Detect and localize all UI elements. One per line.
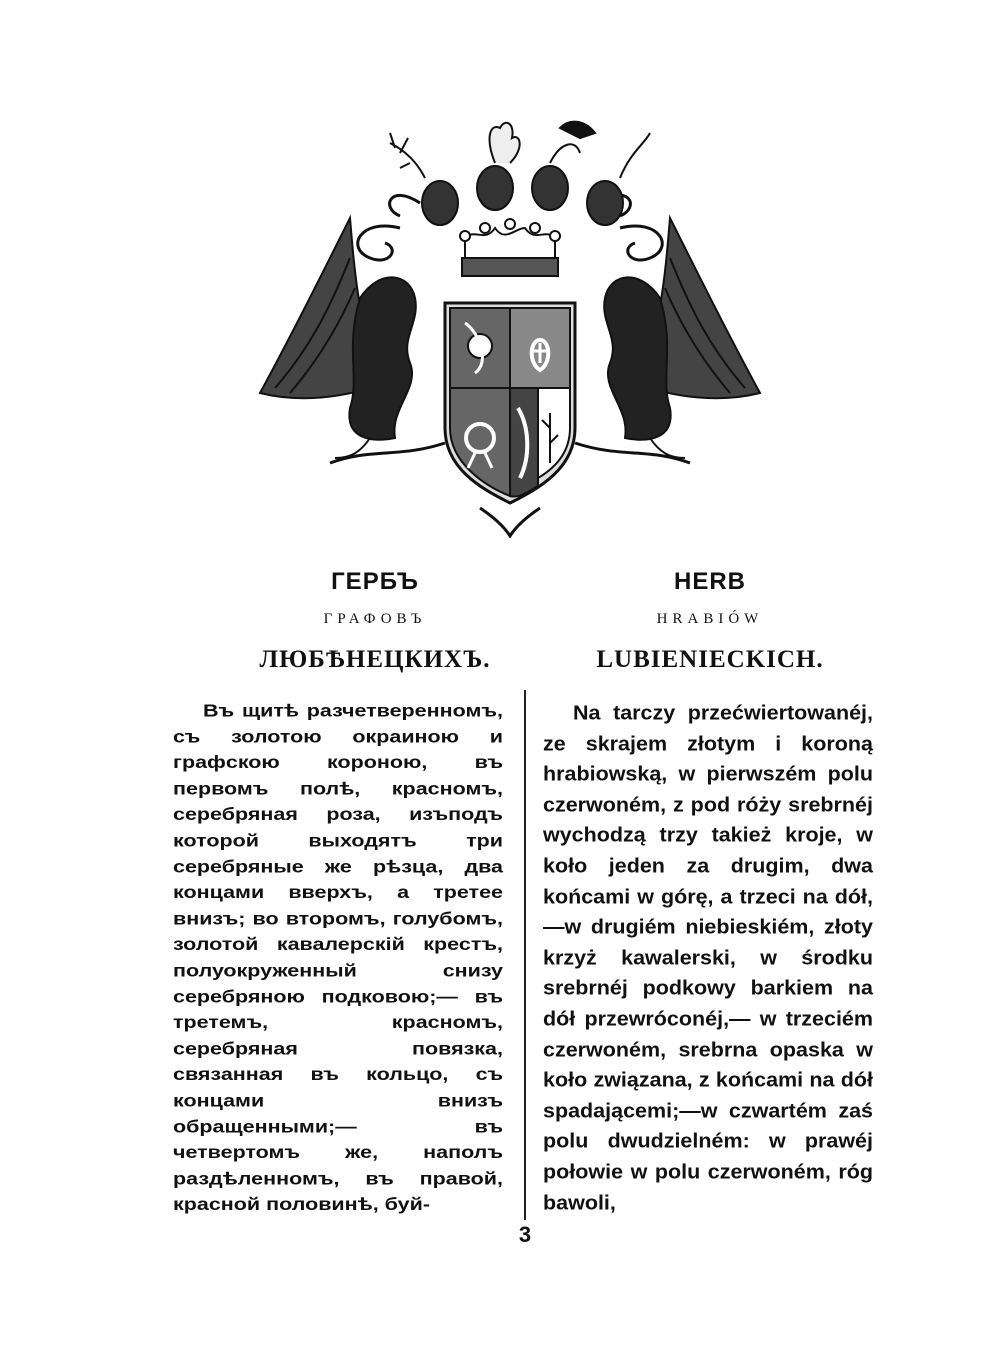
- left-column-text: [173, 698, 503, 1218]
- right-family-name: LUBIENIECKICH.: [596, 646, 824, 673]
- left-family-name: ЛЮБѢНЕЦКИХЪ.: [259, 646, 491, 673]
- right-paragraph: Na tarczy przećwiertowanéj, ze skrajem złotym i koroną hrabiowską, w pierwszém polu czerwoném, z pod róży srebrnéj wychodzą trzy takież kroje, w koło jeden za drugim, dwa końcami w górę, a trzeci na dół,—w drugiém niebieskiém, złoty krzyż kawalerski, w środku srebrnéj podkowy barkiem na dół przewróconéj,— w trzeciém czerwoném, srebrna opaska w koło związana, z końcami na dół spadającemi;—w czwartém zaś polu dwudzielném: w prawéj połowie w polu czerwoném, róg bawoli,: [543, 701, 873, 1214]
- right-subtitle: HRABIÓW: [656, 611, 764, 627]
- left-paragraph: Въ щитѣ разчетверенномъ, съ золотою окраиною и графскою короною, въ первомъ полѣ, красномъ, серебряная роза, изъподъ которой выходятъ три серебряные же рѣзца, два концами вверхъ, а третее внизъ; во второмъ, голубомъ, золотой кавалерскій крестъ, полуокруженный снизу серебряною подковою;— въ третемъ, красномъ, серебряная повязка, связанная въ кольцо, съ концами внизъ обращенными;— въ четвертомъ же, наполъ раздѣленномъ, въ правой, красной половинѣ, буй-: [173, 701, 503, 1215]
- left-title: ГЕРБЪ: [331, 568, 419, 595]
- right-column-text: [543, 698, 873, 1218]
- right-title: HERB: [673, 568, 746, 595]
- column-divider: [524, 690, 526, 1220]
- left-subtitle: ГРАФОВЪ: [323, 611, 427, 627]
- page-number: 3: [518, 1222, 532, 1247]
- coat-of-arms-illustration: [250, 108, 770, 538]
